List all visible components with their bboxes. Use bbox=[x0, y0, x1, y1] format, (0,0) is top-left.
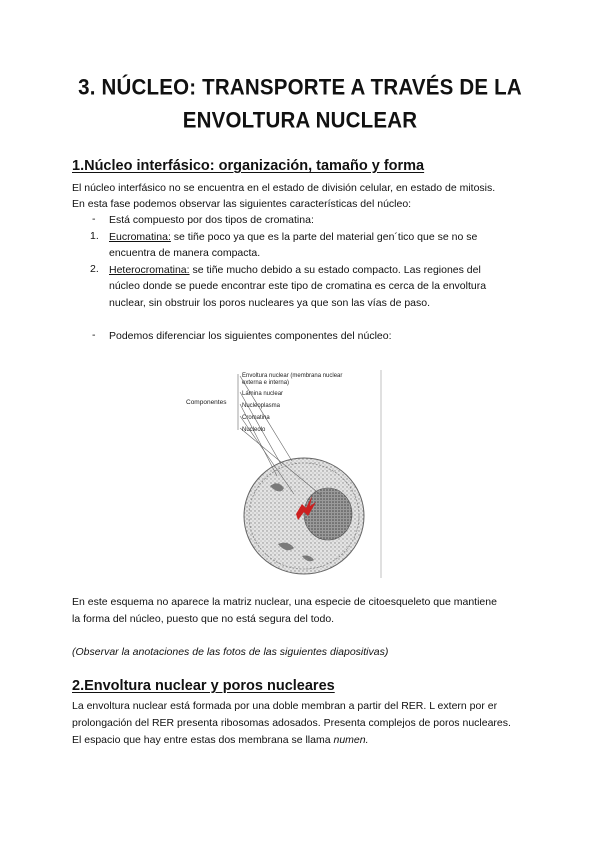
bullet-componentes: Podemos diferenciar los siguientes componentes del núcleo: bbox=[109, 330, 392, 342]
section-2-line-3 bbox=[72, 732, 369, 749]
heterocromatina-text: se tiñe mucho debido a su estado compacto. Las regiones del bbox=[189, 264, 481, 276]
figure-note-line-2: la forma del núcleo, puesto que no está segura del todo. bbox=[72, 613, 335, 625]
nucleolus-shape bbox=[304, 488, 352, 540]
list-item-eucromatina-cont: encuentra de manera compacta. bbox=[109, 247, 261, 259]
section-2-line-3-text: El espacio que hay entre estas dos membrana se llama bbox=[72, 734, 334, 746]
bullet-marker: - bbox=[92, 213, 96, 225]
figure-note-line-1: En este esquema no aparece la matriz nuclear, una especie de citoesqueleto que mantiene bbox=[72, 596, 497, 608]
section-2-line-1: La envoltura nuclear está formada por una doble membran a partir del RER. L extern por er bbox=[72, 700, 498, 712]
section-2-line-2: prolongación del RER presenta ribosomas adosados. Presenta complejos de poros nucleares. bbox=[72, 717, 511, 729]
list-marker-2: 2. bbox=[90, 263, 99, 275]
list-item-heterocromatina-cont-2: nuclear, sin obstruir los poros nucleares ya que son las vías de paso. bbox=[109, 297, 431, 309]
term-heterocromatina: Heterocromatina: bbox=[109, 264, 190, 276]
page-title-line-2: ENVOLTURA NUCLEAR bbox=[182, 108, 418, 133]
figure-label-nucleoplasma: Nucleoplasma bbox=[242, 403, 281, 409]
section-1-intro-line-1: El núcleo interfásico no se encuentra en el estado de división celular, en estado de mitosis. bbox=[72, 182, 496, 194]
list-item-eucromatina bbox=[109, 229, 477, 246]
eucromatina-text: se tiñe poco ya que es la parte del material gen´tico que se no se bbox=[170, 231, 478, 243]
nucleus-diagram bbox=[182, 366, 388, 580]
figure-label-lamina: Lámina nuclear bbox=[242, 391, 284, 397]
section-1-heading: 1.Núcleo interfásico: organización, tamaño y forma bbox=[72, 158, 425, 174]
section-2-heading: 2.Envoltura nuclear y poros nucleares bbox=[72, 678, 335, 694]
section-1-intro-line-2: En esta fase podemos observar las siguientes características del núcleo: bbox=[72, 198, 412, 210]
componentes-label: Componentes bbox=[186, 399, 227, 406]
list-item-heterocromatina-cont-1: núcleo donde se puede encontrar este tipo de cromatina es cerca de la envoltura bbox=[109, 280, 487, 292]
bullet-cromatina-types: Está compuesto por dos tipos de cromatina: bbox=[109, 214, 314, 226]
figure-label-envoltura: Envoltura nuclear (membrana nuclear bbox=[242, 373, 343, 379]
figure-label-nucleolo: Nucleolo bbox=[242, 427, 266, 433]
figure-label-envoltura-cont: externa e interna) bbox=[242, 380, 290, 386]
term-numen: numen. bbox=[333, 734, 369, 746]
list-item-heterocromatina bbox=[109, 262, 481, 279]
term-eucromatina: Eucromatina: bbox=[109, 231, 171, 243]
page-title-line-1: 3. NÚCLEO: TRANSPORTE A TRAVÉS DE LA bbox=[78, 75, 522, 100]
list-marker-1: 1. bbox=[90, 230, 99, 242]
bullet-marker-2: - bbox=[92, 329, 96, 341]
slides-note: (Observar la anotaciones de las fotos de las siguientes diapositivas) bbox=[72, 646, 389, 658]
figure-label-cromatina: Cromatina bbox=[242, 415, 270, 421]
